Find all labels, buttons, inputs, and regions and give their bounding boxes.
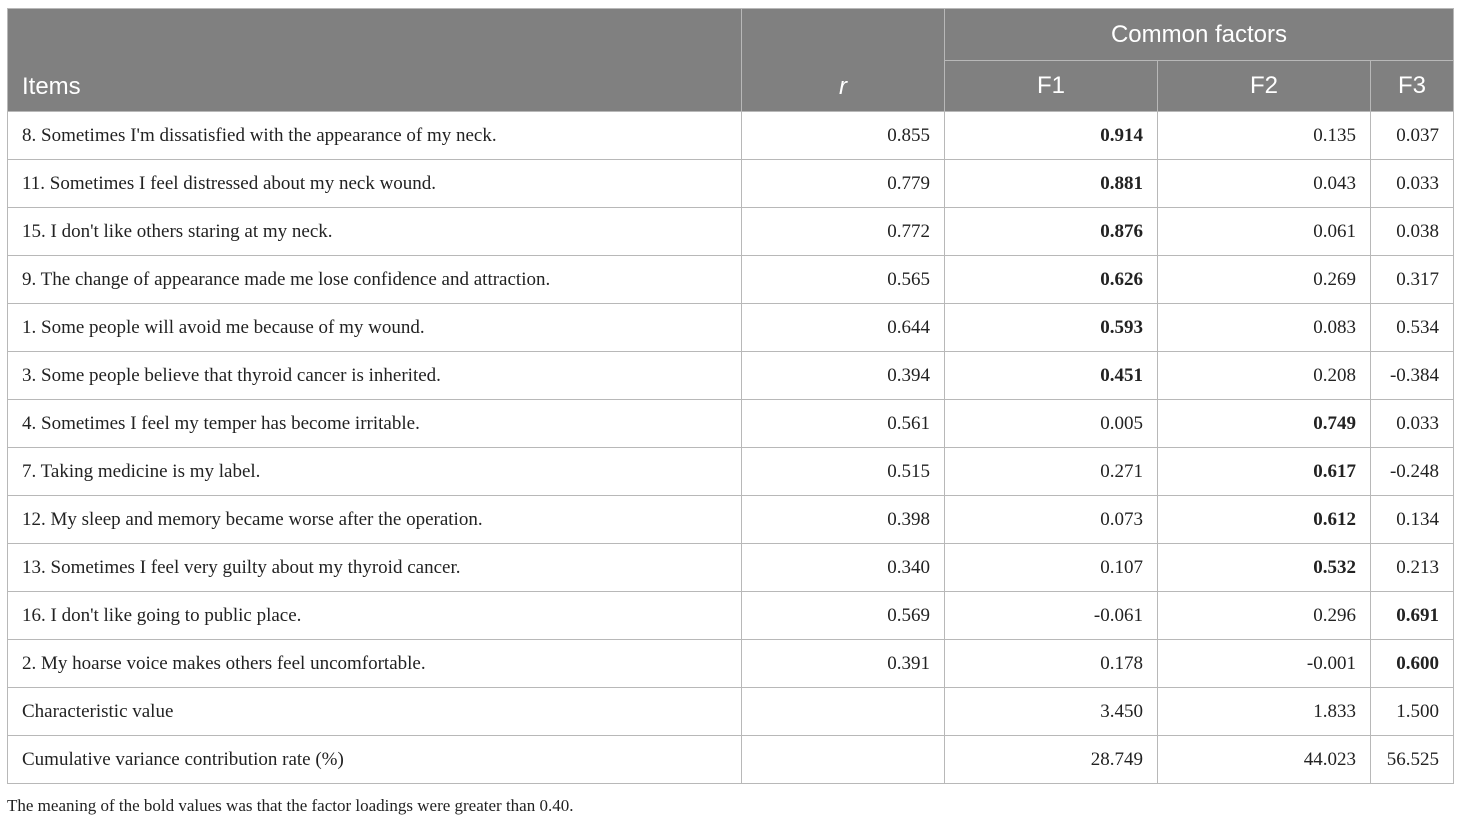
f3-cell: 0.600 (1371, 640, 1454, 688)
header-row-1 (8, 9, 1454, 61)
table-row (8, 400, 1454, 448)
f1-cell: 3.450 (945, 688, 1158, 736)
f1-cell: 0.271 (945, 448, 1158, 496)
f1-column-header: F1 (945, 61, 1158, 112)
table-body (8, 112, 1454, 784)
f3-cell: 0.033 (1371, 400, 1454, 448)
table-row (8, 448, 1454, 496)
r-cell: 0.340 (742, 544, 945, 592)
r-cell: 0.515 (742, 448, 945, 496)
f3-cell: 0.534 (1371, 304, 1454, 352)
f2-column-header: F2 (1158, 61, 1371, 112)
item-cell: 1. Some people will avoid me because of my wound. (8, 304, 742, 352)
r-cell: 0.391 (742, 640, 945, 688)
table-row (8, 544, 1454, 592)
f1-cell: 0.593 (945, 304, 1158, 352)
f3-cell: 0.317 (1371, 256, 1454, 304)
f2-cell: 0.208 (1158, 352, 1371, 400)
f3-column-header: F3 (1371, 61, 1454, 112)
f1-cell: 0.073 (945, 496, 1158, 544)
f3-cell: 0.134 (1371, 496, 1454, 544)
item-cell: 15. I don't like others staring at my neck. (8, 208, 742, 256)
item-cell: 13. Sometimes I feel very guilty about my thyroid cancer. (8, 544, 742, 592)
r-cell: 0.644 (742, 304, 945, 352)
item-cell: 8. Sometimes I'm dissatisfied with the appearance of my neck. (8, 112, 742, 160)
table-row (8, 208, 1454, 256)
item-cell: 3. Some people believe that thyroid cancer is inherited. (8, 352, 742, 400)
r-cell (742, 736, 945, 784)
item-cell: 12. My sleep and memory became worse after the operation. (8, 496, 742, 544)
r-cell: 0.569 (742, 592, 945, 640)
table-row (8, 640, 1454, 688)
f1-cell: 0.626 (945, 256, 1158, 304)
f2-cell: 0.135 (1158, 112, 1371, 160)
table-row (8, 736, 1454, 784)
item-cell: 4. Sometimes I feel my temper has become irritable. (8, 400, 742, 448)
f1-cell: 0.876 (945, 208, 1158, 256)
factor-analysis-table-container (7, 8, 1453, 784)
item-cell: 11. Sometimes I feel distressed about my neck wound. (8, 160, 742, 208)
factor-analysis-table (7, 8, 1454, 784)
f3-cell: 0.037 (1371, 112, 1454, 160)
f1-cell: 0.107 (945, 544, 1158, 592)
r-cell: 0.772 (742, 208, 945, 256)
f2-cell: 0.043 (1158, 160, 1371, 208)
table-row (8, 592, 1454, 640)
item-cell: 9. The change of appearance made me lose confidence and attraction. (8, 256, 742, 304)
f1-cell: 0.451 (945, 352, 1158, 400)
item-cell: 16. I don't like going to public place. (8, 592, 742, 640)
items-column-header: Items (8, 9, 742, 112)
item-cell: Characteristic value (8, 688, 742, 736)
r-cell: 0.398 (742, 496, 945, 544)
f3-cell: 56.525 (1371, 736, 1454, 784)
f1-cell: 0.914 (945, 112, 1158, 160)
f1-cell: -0.061 (945, 592, 1158, 640)
table-row (8, 112, 1454, 160)
f3-cell: 1.500 (1371, 688, 1454, 736)
f2-cell: 0.061 (1158, 208, 1371, 256)
f2-cell: 0.269 (1158, 256, 1371, 304)
common-factors-header: Common factors (945, 9, 1454, 61)
f3-cell: 0.691 (1371, 592, 1454, 640)
table-header (8, 9, 1454, 112)
table-row (8, 304, 1454, 352)
f2-cell: 0.532 (1158, 544, 1371, 592)
table-row (8, 496, 1454, 544)
r-cell (742, 688, 945, 736)
table-row (8, 256, 1454, 304)
table-row (8, 688, 1454, 736)
f3-cell: 0.213 (1371, 544, 1454, 592)
r-cell: 0.561 (742, 400, 945, 448)
f2-cell: 0.612 (1158, 496, 1371, 544)
r-column-header: r (742, 9, 945, 112)
f2-cell: 0.083 (1158, 304, 1371, 352)
f3-cell: -0.384 (1371, 352, 1454, 400)
r-cell: 0.394 (742, 352, 945, 400)
f2-cell: -0.001 (1158, 640, 1371, 688)
table-row (8, 352, 1454, 400)
item-cell: 2. My hoarse voice makes others feel uncomfortable. (8, 640, 742, 688)
f3-cell: -0.248 (1371, 448, 1454, 496)
f3-cell: 0.038 (1371, 208, 1454, 256)
r-cell: 0.855 (742, 112, 945, 160)
table-footnote: The meaning of the bold values was that the factor loadings were greater than 0.40. (7, 796, 574, 815)
f2-cell: 0.617 (1158, 448, 1371, 496)
f2-cell: 1.833 (1158, 688, 1371, 736)
item-cell: 7. Taking medicine is my label. (8, 448, 742, 496)
item-cell: Cumulative variance contribution rate (%) (8, 736, 742, 784)
f1-cell: 0.881 (945, 160, 1158, 208)
f2-cell: 44.023 (1158, 736, 1371, 784)
f1-cell: 0.178 (945, 640, 1158, 688)
f3-cell: 0.033 (1371, 160, 1454, 208)
r-cell: 0.565 (742, 256, 945, 304)
f1-cell: 0.005 (945, 400, 1158, 448)
table-row (8, 160, 1454, 208)
f2-cell: 0.296 (1158, 592, 1371, 640)
r-cell: 0.779 (742, 160, 945, 208)
f2-cell: 0.749 (1158, 400, 1371, 448)
f1-cell: 28.749 (945, 736, 1158, 784)
